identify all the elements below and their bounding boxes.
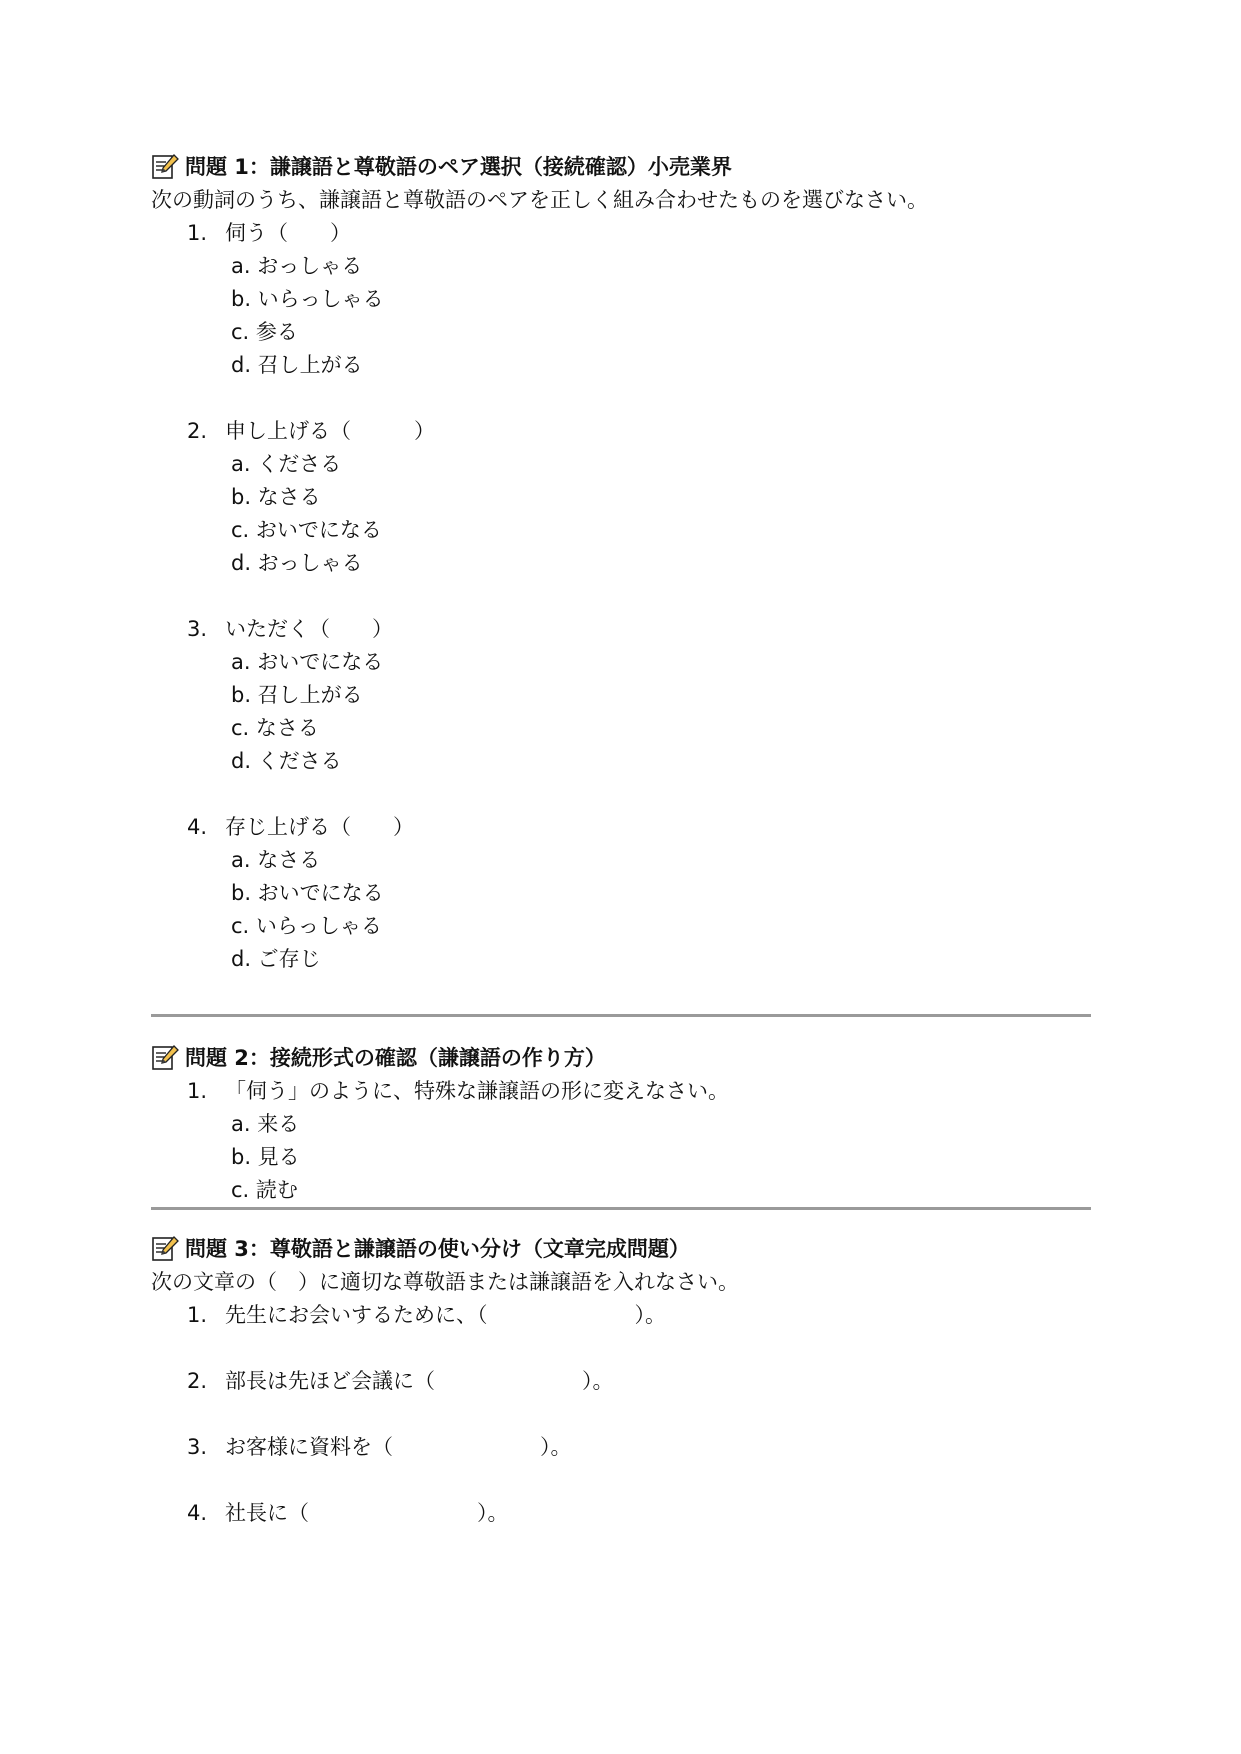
spacer bbox=[151, 1210, 1091, 1230]
answer-option: a. 来る bbox=[231, 1112, 300, 1136]
answer-option: a. くださる bbox=[231, 452, 342, 476]
question-item bbox=[151, 415, 1091, 448]
answer-option: b. 見る bbox=[231, 1145, 300, 1169]
answer-option: b. 召し上がる bbox=[231, 683, 363, 707]
section-2-title: 問題 2：接続形式の確認（謙譲語の作り方） bbox=[185, 1046, 606, 1070]
answer-option: b. なさる bbox=[231, 485, 321, 509]
question-item bbox=[151, 1299, 1091, 1332]
question-number: 3. bbox=[187, 617, 208, 641]
question-text: 申し上げる（ ） bbox=[225, 419, 435, 443]
spacer bbox=[151, 1017, 1091, 1039]
question-number: 1. bbox=[187, 1303, 208, 1327]
question-item bbox=[151, 613, 1091, 646]
memo-pencil-icon bbox=[151, 152, 179, 180]
section-3-heading bbox=[151, 1230, 1091, 1266]
question-number: 4. bbox=[187, 1501, 208, 1525]
section-1-heading bbox=[151, 148, 1091, 184]
spacer bbox=[151, 976, 1091, 1014]
question-item bbox=[151, 1365, 1091, 1398]
question-text: 先生にお会いするために、（ ）。 bbox=[225, 1303, 666, 1327]
spacer bbox=[151, 382, 1091, 415]
section-3-title: 問題 3：尊敬語と謙譲語の使い分け（文章完成問題） bbox=[185, 1237, 690, 1261]
question-text: 存じ上げる（ ） bbox=[225, 815, 414, 839]
answer-option: a. おいでになる bbox=[231, 650, 384, 674]
section-1-intro: 次の動詞のうち、謙譲語と尊敬語のペアを正しく組み合わせたものを選びなさい。 bbox=[151, 188, 928, 212]
question-number: 2. bbox=[187, 1369, 208, 1393]
memo-pencil-icon bbox=[151, 1043, 179, 1071]
answer-option: c. なさる bbox=[231, 716, 319, 740]
spacer bbox=[151, 778, 1091, 811]
question-number: 1. bbox=[187, 1079, 208, 1103]
answer-option: d. 召し上がる bbox=[231, 353, 363, 377]
question-item bbox=[151, 811, 1091, 844]
answer-option: a. なさる bbox=[231, 848, 321, 872]
answer-option: d. おっしゃる bbox=[231, 551, 363, 575]
worksheet bbox=[151, 148, 1091, 1530]
spacer bbox=[151, 580, 1091, 613]
answer-option: b. いらっしゃる bbox=[231, 287, 384, 311]
question-number: 2. bbox=[187, 419, 208, 443]
question-text: お客様に資料を（ ）。 bbox=[225, 1435, 572, 1459]
answer-option: c. 読む bbox=[231, 1178, 298, 1202]
question-text: 伺う（ ） bbox=[225, 221, 351, 245]
answer-option: d. くださる bbox=[231, 749, 342, 773]
answer-option: d. ご存じ bbox=[231, 947, 321, 971]
question-item bbox=[151, 1075, 1091, 1108]
question-text: 部長は先ほど会議に（ ）。 bbox=[225, 1369, 614, 1393]
answer-option: c. 参る bbox=[231, 320, 298, 344]
section-1-title: 問題 1：謙譲語と尊敬語のペア選択（接続確認）小売業界 bbox=[185, 155, 732, 179]
question-text: 社長に（ ）。 bbox=[225, 1501, 509, 1525]
question-item bbox=[151, 217, 1091, 250]
question-text: 「伺う」のように、特殊な謙譲語の形に変えなさい。 bbox=[225, 1079, 729, 1103]
spacer bbox=[151, 1398, 1091, 1431]
question-number: 4. bbox=[187, 815, 208, 839]
question-number: 1. bbox=[187, 221, 208, 245]
section-2-heading bbox=[151, 1039, 1091, 1075]
spacer bbox=[151, 1332, 1091, 1365]
answer-option: b. おいでになる bbox=[231, 881, 384, 905]
answer-option: c. いらっしゃる bbox=[231, 914, 382, 938]
question-text: いただく（ ） bbox=[225, 617, 393, 641]
question-item bbox=[151, 1431, 1091, 1464]
question-item bbox=[151, 1497, 1091, 1530]
memo-pencil-icon bbox=[151, 1234, 179, 1262]
answer-option: a. おっしゃる bbox=[231, 254, 363, 278]
question-number: 3. bbox=[187, 1435, 208, 1459]
answer-option: c. おいでになる bbox=[231, 518, 382, 542]
section-3-intro: 次の文章の（ ）に適切な尊敬語または謙譲語を入れなさい。 bbox=[151, 1270, 739, 1294]
spacer bbox=[151, 1464, 1091, 1497]
